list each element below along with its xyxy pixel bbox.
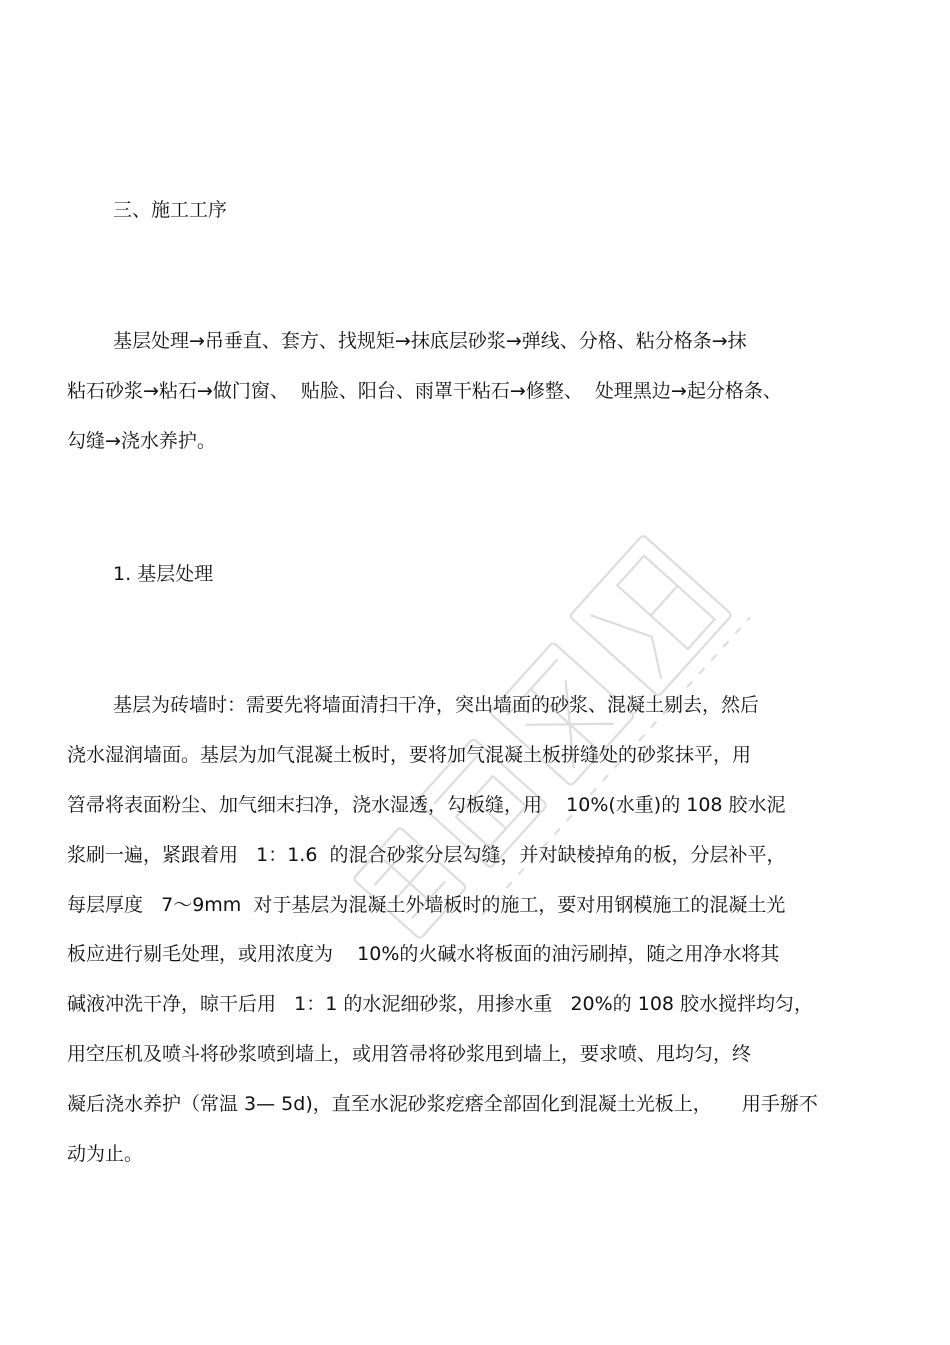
procedure-line: 基层处理→吊垂直、套方、找规矩→抹底层砂浆→弹线、分格、粘分格条→抹 <box>113 330 747 352</box>
procedure-line: 粘石砂浆→粘石→做门窗、 贴脸、阳台、雨罩干粘石→修整、 处理黑边→起分格条、 <box>67 380 782 402</box>
body-line: 基层为砖墙时：需要先将墙面清扫干净，突出墙面的砂浆、混凝土剔去，然后 <box>113 694 760 716</box>
procedure-line: 勾缝→浇水养护。 <box>67 430 216 452</box>
section-heading: 三、施工工序 <box>113 199 228 221</box>
body-line: 浇水湿润墙面。基层为加气混凝土板时，要将加气混凝土板拼缝处的砂浆抹平，用 <box>67 744 752 766</box>
body-line: 凝后浇水养护（常温 3— 5d)，直至水泥砂浆疙瘩全部固化到混凝土光板上， 用手掰不 <box>67 1093 818 1115</box>
body-line: 每层厚度 7～9mm 对于基层为混凝土外墙板时的施工，要对用钢模施工的混凝土光 <box>67 894 786 916</box>
body-line: 浆刷一遍，紧跟着用 1：1.6 的混合砂浆分层勾缝，并对缺棱掉角的板，分层补平， <box>67 844 786 866</box>
subsection-heading: 1. 基层处理 <box>113 563 214 585</box>
body-line: 板应进行剔毛处理，或用浓度为 10%的火碱水将板面的油污刷掉，随之用净水将其 <box>67 943 780 965</box>
body-line: 笤帚将表面粉尘、加气细末扫净，浇水湿透，勾板缝，用 10%(水重)的 108 胶水泥 <box>67 794 786 816</box>
body-line: 用空压机及喷斗将砂浆喷到墙上，或用笤帚将砂浆甩到墙上，要求喷、甩均匀，终 <box>67 1043 752 1065</box>
body-line: 碱液冲洗干净，晾干后用 1：1 的水泥细砂浆，用掺水重 20%的 108 胶水搅拌均匀， <box>67 993 814 1015</box>
body-line: 动为止。 <box>67 1143 144 1165</box>
